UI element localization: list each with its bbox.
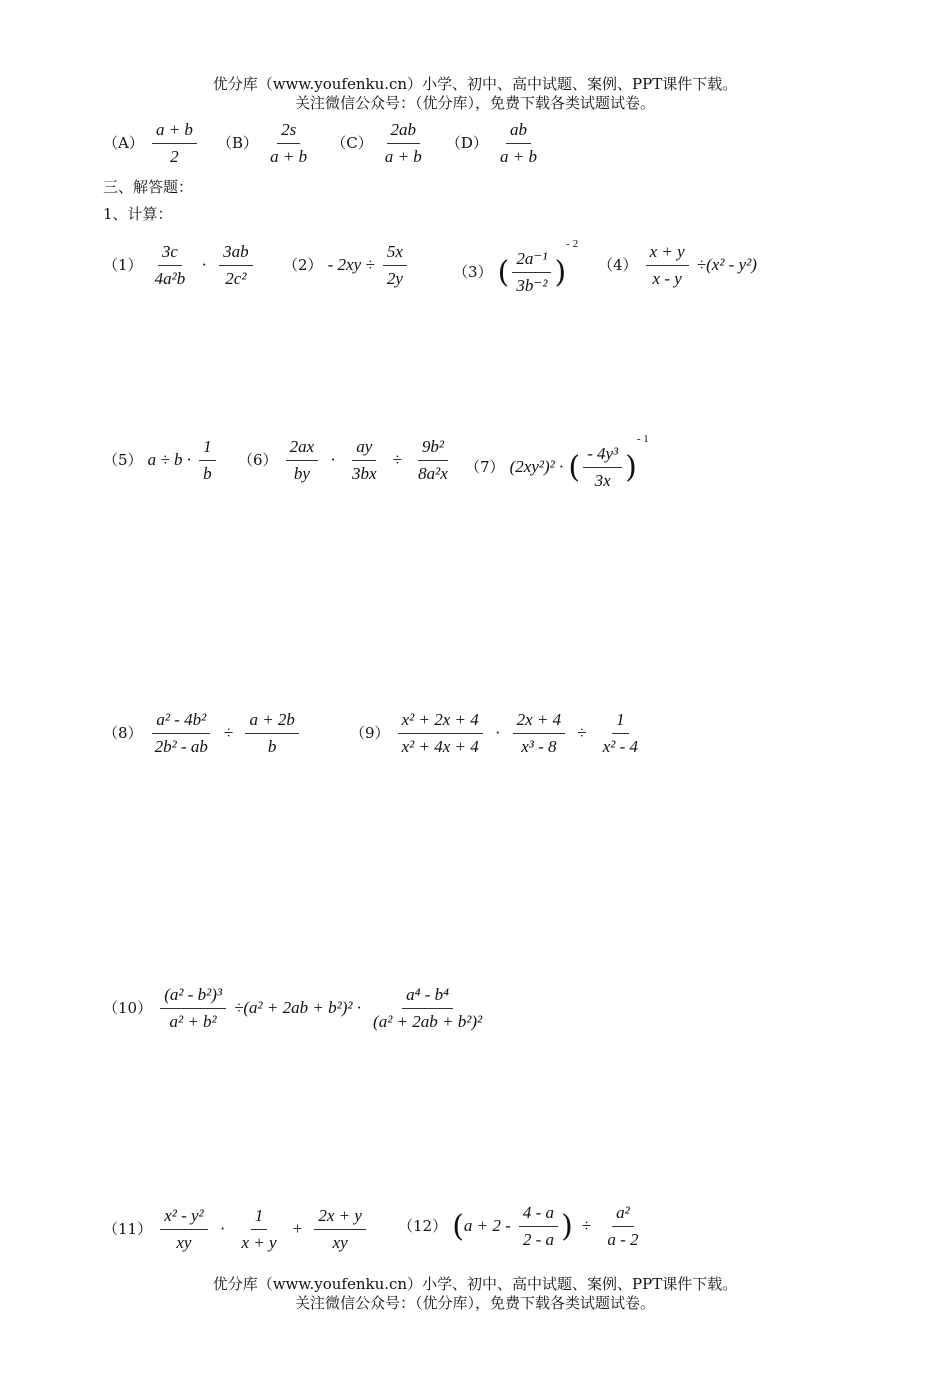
p8-f2-den: b bbox=[267, 737, 277, 756]
p12-prefix: a + 2 - bbox=[463, 1216, 511, 1235]
p7-prefix: (2xy²)² · bbox=[509, 457, 564, 476]
footer-line-2: 关注微信公众号：（优分库），免费下载各类试题试卷。 bbox=[294, 1294, 655, 1312]
p6-f3-den: 8a²x bbox=[418, 464, 448, 483]
p3-fraction bbox=[512, 249, 551, 296]
problem-1-label: （1） bbox=[103, 256, 143, 274]
problem-1 bbox=[103, 242, 256, 289]
problem-11-label: （11） bbox=[103, 1220, 153, 1238]
choice-c-label: （C） bbox=[331, 134, 373, 152]
p1-f1-num: 3c bbox=[158, 242, 182, 266]
p1-f1-den: 4a²b bbox=[154, 269, 186, 288]
p12-f2-den: a - 2 bbox=[607, 1230, 639, 1249]
p1-fraction-1 bbox=[151, 242, 190, 289]
p10-f2-num: a⁴ - b⁴ bbox=[402, 985, 453, 1009]
choice-b-num: 2s bbox=[277, 120, 300, 144]
p6-operator-1: · bbox=[330, 450, 336, 469]
p11-operator-2: + bbox=[292, 1219, 303, 1238]
problem-7-label: （7） bbox=[465, 458, 505, 476]
problem-2 bbox=[283, 242, 410, 289]
problem-12 bbox=[398, 1203, 645, 1250]
p2-prefix: - 2xy ÷ bbox=[327, 255, 375, 274]
p3-left-paren: ( bbox=[497, 255, 510, 290]
problem-10 bbox=[103, 985, 489, 1032]
p11-fraction-3 bbox=[314, 1206, 366, 1253]
choice-d-fraction bbox=[496, 120, 541, 167]
choice-c-num: 2ab bbox=[387, 120, 421, 144]
p4-den: x - y bbox=[652, 269, 682, 288]
p10-f2-den: (a² + 2ab + b²)² bbox=[373, 1012, 483, 1031]
p3-right-paren: ) bbox=[554, 255, 567, 290]
p11-f3-den: xy bbox=[332, 1233, 348, 1252]
p12-f2-num: a² bbox=[612, 1203, 634, 1227]
problem-6-label: （6） bbox=[238, 451, 278, 469]
p9-f3-den: x² - 4 bbox=[602, 737, 639, 756]
p9-f2-num: 2x + 4 bbox=[513, 710, 566, 734]
choice-c-fraction bbox=[381, 120, 426, 167]
problem-11 bbox=[103, 1206, 369, 1253]
p7-fraction bbox=[583, 444, 622, 491]
p4-num: x + y bbox=[646, 242, 689, 266]
p7-num: - 4y³ bbox=[583, 444, 622, 468]
answer-choices bbox=[103, 120, 544, 167]
p10-f1-num: (a² - b²)³ bbox=[160, 985, 226, 1009]
p8-f1-den: 2b² - ab bbox=[154, 737, 208, 756]
p4-postfix: ÷(x² - y²) bbox=[696, 255, 757, 274]
p3-den: 3b⁻² bbox=[516, 276, 548, 295]
p9-fraction-2 bbox=[513, 710, 566, 757]
p1-operator: · bbox=[201, 255, 208, 274]
choice-d-num: ab bbox=[506, 120, 531, 144]
p1-fraction-2 bbox=[219, 242, 253, 289]
p12-operator: ÷ bbox=[581, 1216, 592, 1235]
p2-den: 2y bbox=[386, 269, 403, 288]
problem-9 bbox=[350, 710, 645, 757]
p10-fraction-2 bbox=[369, 985, 486, 1032]
p9-f2-den: x³ - 8 bbox=[521, 737, 557, 756]
choice-a-den: 2 bbox=[170, 147, 179, 166]
p10-fraction-1 bbox=[160, 985, 226, 1032]
p3-exponent: - 2 bbox=[566, 238, 579, 250]
problem-6 bbox=[238, 437, 455, 484]
p9-f1-den: x² + 4x + 4 bbox=[401, 737, 479, 756]
p10-f1-den: a² + b² bbox=[169, 1012, 217, 1031]
p12-fraction-1 bbox=[519, 1203, 558, 1250]
p6-fraction-2 bbox=[348, 437, 381, 484]
p9-f3-num: 1 bbox=[612, 710, 629, 734]
p12-f1-num: 4 - a bbox=[519, 1203, 558, 1227]
p11-f1-num: x² - y² bbox=[160, 1206, 207, 1230]
p6-fraction-1 bbox=[286, 437, 319, 484]
p11-fraction-2 bbox=[238, 1206, 281, 1253]
choice-d-den: a + b bbox=[500, 147, 537, 166]
header-line-1: 优分库（www.youfenku.cn）小学、初中、高中试题、案例、PPT课件下载。 bbox=[212, 75, 738, 93]
section-title: 三、解答题： bbox=[103, 178, 194, 196]
p11-f2-num: 1 bbox=[251, 1206, 268, 1230]
choice-a-label: （A） bbox=[103, 134, 144, 152]
p6-operator-2: ÷ bbox=[392, 450, 403, 469]
p11-f3-num: 2x + y bbox=[314, 1206, 366, 1230]
header-line-2: 关注微信公众号：（优分库），免费下载各类试题试卷。 bbox=[294, 94, 655, 112]
choice-a-num: a + b bbox=[152, 120, 197, 144]
p10-middle: ÷(a² + 2ab + b²)² · bbox=[234, 998, 361, 1017]
p8-f1-num: a² - 4b² bbox=[152, 710, 210, 734]
problem-3 bbox=[453, 238, 578, 296]
problem-3-label: （3） bbox=[453, 263, 493, 281]
problem-4-label: （4） bbox=[598, 256, 638, 274]
p2-num: 5x bbox=[383, 242, 407, 266]
choice-a-fraction bbox=[152, 120, 197, 167]
choice-b-fraction bbox=[266, 120, 311, 167]
question-1-title: 1、计算： bbox=[103, 205, 173, 223]
p12-right-paren: ) bbox=[561, 1209, 573, 1244]
p8-fraction-2 bbox=[245, 710, 298, 757]
p7-left-paren: ( bbox=[568, 450, 581, 485]
p1-f2-den: 2c² bbox=[225, 269, 247, 288]
p12-left-paren: ( bbox=[452, 1209, 464, 1244]
p12-fraction-2 bbox=[603, 1203, 642, 1250]
p9-operator-1: · bbox=[494, 723, 501, 742]
p5-num: 1 bbox=[199, 437, 216, 461]
footer-line-1: 优分库（www.youfenku.cn）小学、初中、高中试题、案例、PPT课件下载。 bbox=[212, 1275, 738, 1293]
problem-4 bbox=[598, 242, 757, 289]
p9-fraction-3 bbox=[599, 710, 642, 757]
choice-b-label: （B） bbox=[217, 134, 259, 152]
problem-8 bbox=[103, 710, 302, 757]
p8-fraction-1 bbox=[151, 710, 212, 757]
p6-fraction-3 bbox=[414, 437, 452, 484]
p3-num: 2a⁻¹ bbox=[512, 249, 551, 273]
p4-fraction bbox=[646, 242, 689, 289]
p7-den: 3x bbox=[594, 471, 611, 490]
p6-f3-num: 9b² bbox=[418, 437, 448, 461]
p11-f1-den: xy bbox=[176, 1233, 192, 1252]
problem-9-label: （9） bbox=[350, 724, 390, 742]
p11-f2-den: x + y bbox=[241, 1233, 277, 1252]
problem-7 bbox=[465, 433, 649, 491]
problem-8-label: （8） bbox=[103, 724, 143, 742]
p9-f1-num: x² + 2x + 4 bbox=[398, 710, 483, 734]
p5-den: b bbox=[203, 464, 212, 483]
choice-d-label: （D） bbox=[445, 134, 488, 152]
p11-operator-1: · bbox=[219, 1219, 226, 1238]
problem-10-label: （10） bbox=[103, 999, 153, 1017]
p6-f1-num: 2ax bbox=[286, 437, 319, 461]
p6-f1-den: by bbox=[293, 464, 310, 483]
p1-f2-num: 3ab bbox=[219, 242, 253, 266]
p5-fraction bbox=[199, 437, 216, 484]
problem-12-label: （12） bbox=[398, 1217, 448, 1235]
p7-right-paren: ) bbox=[625, 450, 637, 485]
p9-operator-2: ÷ bbox=[577, 723, 587, 742]
p8-f2-num: a + 2b bbox=[245, 710, 298, 734]
choice-b-den: a + b bbox=[270, 147, 308, 166]
problem-2-label: （2） bbox=[283, 256, 323, 274]
p6-f2-num: ay bbox=[352, 437, 376, 461]
p8-operator: ÷ bbox=[224, 723, 234, 742]
problem-5-label: （5） bbox=[103, 451, 143, 469]
p11-fraction-1 bbox=[160, 1206, 207, 1253]
p5-prefix: a ÷ b · bbox=[147, 450, 191, 469]
problem-5 bbox=[103, 437, 219, 484]
p2-fraction bbox=[383, 242, 407, 289]
p6-f2-den: 3bx bbox=[352, 464, 377, 483]
choice-c-den: a + b bbox=[384, 147, 422, 166]
p7-exponent: - 1 bbox=[636, 433, 649, 445]
p9-fraction-1 bbox=[398, 710, 483, 757]
p12-f1-den: 2 - a bbox=[522, 1230, 555, 1249]
